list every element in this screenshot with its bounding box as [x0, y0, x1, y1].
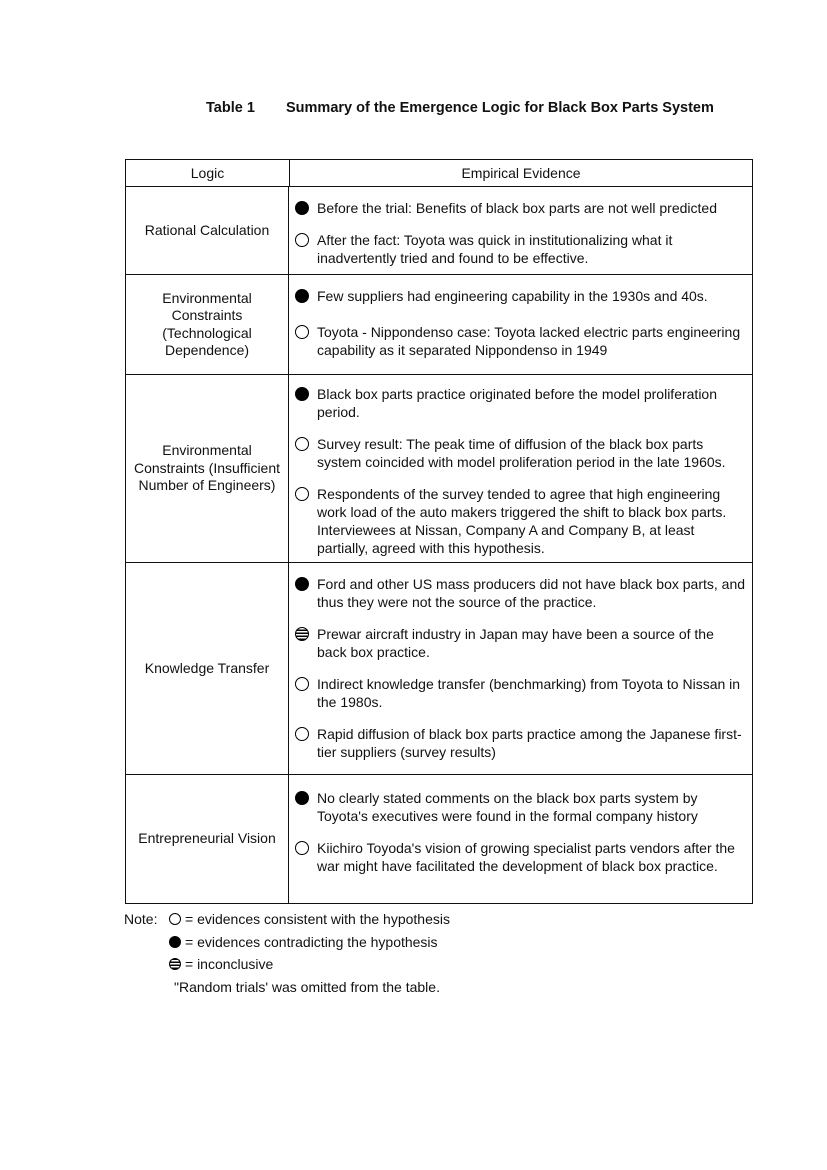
evidence-item	[295, 575, 746, 611]
table-row	[126, 275, 752, 375]
table-row	[126, 563, 752, 775]
evidence-cell	[289, 775, 752, 903]
logic-column-header: Logic	[126, 160, 290, 186]
logic-cell: Knowledge Transfer	[126, 563, 289, 774]
filled-circle-icon	[169, 936, 181, 948]
filled-circle-icon	[295, 201, 309, 215]
striped-circle-icon	[169, 958, 181, 970]
table-header-row	[126, 160, 752, 187]
evidence-cell	[289, 563, 752, 774]
open-circle-icon	[295, 487, 309, 501]
evidence-text: No clearly stated comments on the black box parts system by Toyota's executives were found in the formal company history	[317, 790, 698, 824]
table-caption	[206, 100, 714, 116]
evidence-item	[295, 625, 746, 661]
evidence-text: Kiichiro Toyoda's vision of growing specialist parts vendors after the war might have facilitated the development of black box practice.	[317, 840, 735, 874]
table-title: Summary of the Emergence Logic for Black Box Parts System	[286, 100, 714, 116]
logic-cell: Environmental Constraints (Insufficient Number of Engineers)	[126, 375, 289, 562]
table-row	[126, 375, 752, 563]
evidence-item	[295, 789, 746, 825]
logic-cell: Rational Calculation	[126, 187, 289, 274]
filled-circle-icon	[295, 289, 309, 303]
evidence-item	[295, 435, 746, 471]
open-circle-icon	[295, 233, 309, 247]
filled-circle-icon	[295, 577, 309, 591]
evidence-text: Few suppliers had engineering capability in the 1930s and 40s.	[317, 288, 708, 304]
evidence-text: Ford and other US mass producers did not have black box parts, and thus they were not the source of the practice.	[317, 576, 746, 610]
evidence-text: Survey result: The peak time of diffusion of the black box parts system coincided with model proliferation period in the late 1960s.	[317, 436, 726, 470]
evidence-item	[295, 675, 746, 711]
open-circle-icon	[295, 677, 309, 691]
evidence-item	[295, 231, 746, 267]
logic-cell: Environmental Constraints (Technological Dependence)	[126, 275, 289, 374]
open-circle-icon	[169, 913, 181, 925]
note-label: Note:	[124, 911, 158, 927]
summary-table	[125, 159, 753, 904]
evidence-cell	[289, 375, 752, 562]
evidence-item	[295, 323, 746, 359]
filled-circle-icon	[295, 791, 309, 805]
logic-cell: Entrepreneurial Vision	[126, 775, 289, 903]
table-row	[126, 775, 752, 903]
evidence-text: Before the trial: Benefits of black box parts are not well predicted	[317, 200, 717, 216]
evidence-item	[295, 839, 746, 875]
note-omitted: "Random trials' was omitted from the table.	[174, 978, 440, 995]
evidence-text: Toyota - Nippondenso case: Toyota lacked electric parts engineering capability as it separated Nippondenso in 1949	[317, 324, 741, 358]
evidence-item	[295, 199, 746, 217]
note-consistent: = evidences consistent with the hypothesis	[185, 911, 450, 927]
evidence-text: Prewar aircraft industry in Japan may have been a source of the back box practice.	[317, 626, 714, 660]
evidence-item	[295, 485, 746, 557]
evidence-item	[295, 725, 746, 761]
note-contradicting: = evidences contradicting the hypothesis	[185, 933, 438, 950]
open-circle-icon	[295, 841, 309, 855]
open-circle-icon	[295, 437, 309, 451]
open-circle-icon	[295, 727, 309, 741]
note-inconclusive: = inconclusive	[185, 956, 274, 972]
open-circle-icon	[295, 325, 309, 339]
evidence-text: After the fact: Toyota was quick in institutionalizing what it inadvertently tried and found to be effective.	[317, 232, 673, 266]
evidence-text: Black box parts practice originated before the model proliferation period.	[317, 386, 717, 420]
evidence-column-header: Empirical Evidence	[461, 165, 581, 181]
evidence-text: Indirect knowledge transfer (benchmarking) from Toyota to Nissan in the 1980s.	[317, 676, 741, 710]
evidence-text: Respondents of the survey tended to agree that high engineering work load of the auto makers triggered the shift to black box parts. Interviewees at Nissan, Company A and Company B, at least partially, agreed with this hypothesis.	[317, 486, 727, 556]
filled-circle-icon	[295, 387, 309, 401]
table-number: Table 1	[206, 100, 255, 116]
evidence-cell	[289, 275, 752, 374]
table-note	[124, 908, 450, 998]
evidence-item	[295, 385, 746, 421]
striped-circle-icon	[295, 627, 309, 641]
evidence-cell	[289, 187, 752, 274]
table-row	[126, 187, 752, 275]
evidence-item	[295, 287, 746, 305]
evidence-text: Rapid diffusion of black box parts practice among the Japanese first-tier suppliers (survey results)	[317, 726, 742, 760]
